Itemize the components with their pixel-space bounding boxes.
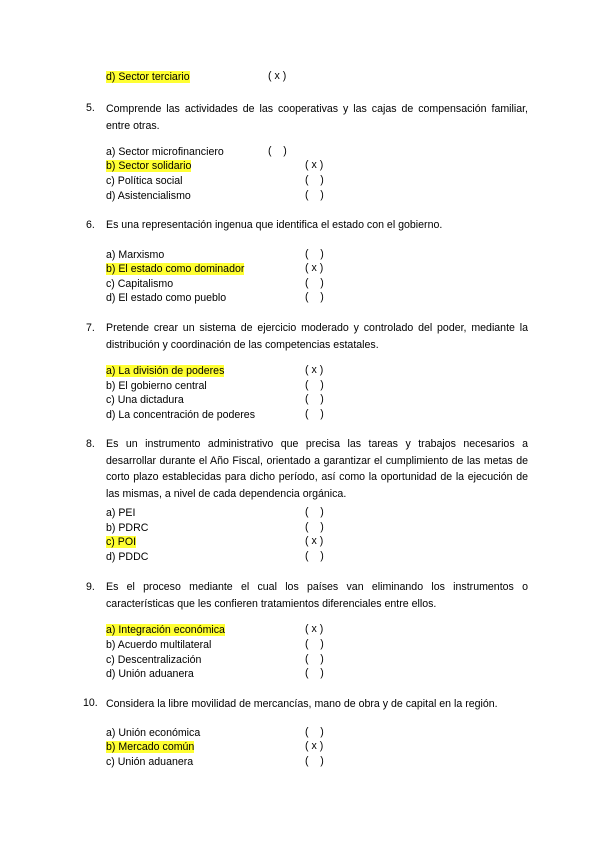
answer-mark: ( x ) — [305, 262, 324, 274]
answer-mark: ( ) — [305, 755, 324, 767]
answer-mark: ( ) — [305, 550, 324, 562]
option-label: a) Sector microfinanciero — [106, 146, 224, 158]
answer-option — [106, 550, 148, 564]
answer-option — [106, 653, 201, 667]
answer-mark: ( ) — [305, 248, 324, 260]
answer-option — [106, 535, 136, 549]
option-label: c) Capitalismo — [106, 278, 174, 290]
answer-mark: ( ) — [305, 408, 324, 420]
answer-option — [106, 726, 200, 740]
option-label: c) Política social — [106, 175, 183, 187]
answer-mark: ( ) — [305, 393, 324, 405]
option-label: d) Asistencialismo — [106, 190, 191, 202]
answer-mark: ( x ) — [305, 623, 324, 635]
answer-mark: ( x ) — [305, 535, 324, 547]
question-number: 6. — [86, 219, 95, 231]
answer-option — [106, 277, 173, 291]
answer-mark: ( ) — [305, 638, 324, 650]
option-label: b) Sector solidario — [106, 160, 192, 172]
answer-mark: ( ) — [305, 653, 324, 665]
option-label: a) Integración económica — [106, 624, 225, 636]
answer-option — [106, 189, 191, 203]
answer-mark: ( ) — [305, 667, 324, 679]
option-label: d) Unión aduanera — [106, 668, 194, 680]
answer-mark: ( x ) — [268, 70, 287, 82]
answer-option — [106, 145, 224, 159]
answer-mark: ( ) — [305, 379, 324, 391]
question-text: Es una representación ingenua que identifica el estado con el gobierno. — [106, 219, 443, 231]
answer-option — [106, 393, 184, 407]
option-label: b) El gobierno central — [106, 380, 207, 392]
answer-mark: ( x ) — [305, 740, 324, 752]
answer-mark: ( ) — [305, 189, 324, 201]
answer-option — [106, 638, 211, 652]
answer-option — [106, 159, 191, 173]
question-number: 9. — [86, 581, 95, 593]
answer-option — [106, 70, 190, 84]
answer-mark: ( ) — [305, 291, 324, 303]
question-text: Comprende las actividades de las cooperativas y las cajas de compensación familiar, entre otras. — [106, 103, 528, 132]
option-label: b) PDRC — [106, 522, 149, 534]
answer-mark: ( ) — [305, 277, 324, 289]
answer-option — [106, 262, 244, 276]
option-label: d) El estado como pueblo — [106, 292, 227, 304]
question-number: 8. — [86, 438, 95, 450]
question-text: Es el proceso mediante el cual los países van eliminando los instrumentos o características que les confieren tratamientos diferenciales entre ellos. — [106, 581, 528, 610]
answer-option — [106, 667, 194, 681]
answer-option — [106, 521, 148, 535]
question-text: Considera la libre movilidad de mercancías, mano de obra y de capital en la región. — [106, 698, 498, 710]
answer-option — [106, 408, 255, 422]
answer-mark: ( ) — [305, 506, 324, 518]
answer-mark: ( x ) — [305, 364, 324, 376]
option-label: d) Sector terciario — [106, 71, 190, 83]
answer-option — [106, 248, 164, 262]
answer-mark: ( ) — [305, 726, 324, 738]
option-label: d) La concentración de poderes — [106, 409, 256, 421]
option-label: a) Unión económica — [106, 727, 201, 739]
answer-option — [106, 291, 226, 305]
answer-mark: ( x ) — [305, 159, 324, 171]
answer-mark: ( ) — [305, 521, 324, 533]
answer-option — [106, 364, 224, 378]
answer-option — [106, 740, 194, 754]
answer-option — [106, 623, 225, 637]
option-label: c) Descentralización — [106, 654, 202, 666]
answer-option — [106, 174, 183, 188]
question-number: 7. — [86, 322, 95, 334]
question-text: Pretende crear un sistema de ejercicio moderado y controlado del poder, mediante la distribución y coordinación de las competencias estatales. — [106, 322, 528, 351]
question-number: 5. — [86, 102, 95, 114]
option-label: b) El estado como dominador — [106, 263, 245, 275]
answer-option — [106, 379, 207, 393]
option-label: c) POI — [106, 536, 137, 548]
option-label: c) Unión aduanera — [106, 756, 194, 768]
question-number: 10. — [83, 697, 98, 709]
option-label: a) Marxismo — [106, 249, 165, 261]
answer-mark: ( ) — [305, 174, 324, 186]
option-label: b) Mercado común — [106, 741, 195, 753]
option-label: d) PDDC — [106, 551, 149, 563]
option-label: c) Una dictadura — [106, 394, 184, 406]
answer-option — [106, 755, 193, 769]
option-label: a) PEI — [106, 507, 136, 519]
option-label: a) La división de poderes — [106, 365, 225, 377]
option-label: b) Acuerdo multilateral — [106, 639, 212, 651]
answer-mark: ( ) — [268, 145, 287, 157]
answer-option — [106, 506, 135, 520]
question-text: Es un instrumento administrativo que precisa las tareas y trabajos necesarios a desarrollar durante el Año Fiscal, orientado a garantizar el cumplimiento de las metas de corto plazo establecidas para dicho período, así como la oportunidad de la ejecución de las mismas, a nivel de cada dependencia orgánica. — [106, 438, 528, 500]
